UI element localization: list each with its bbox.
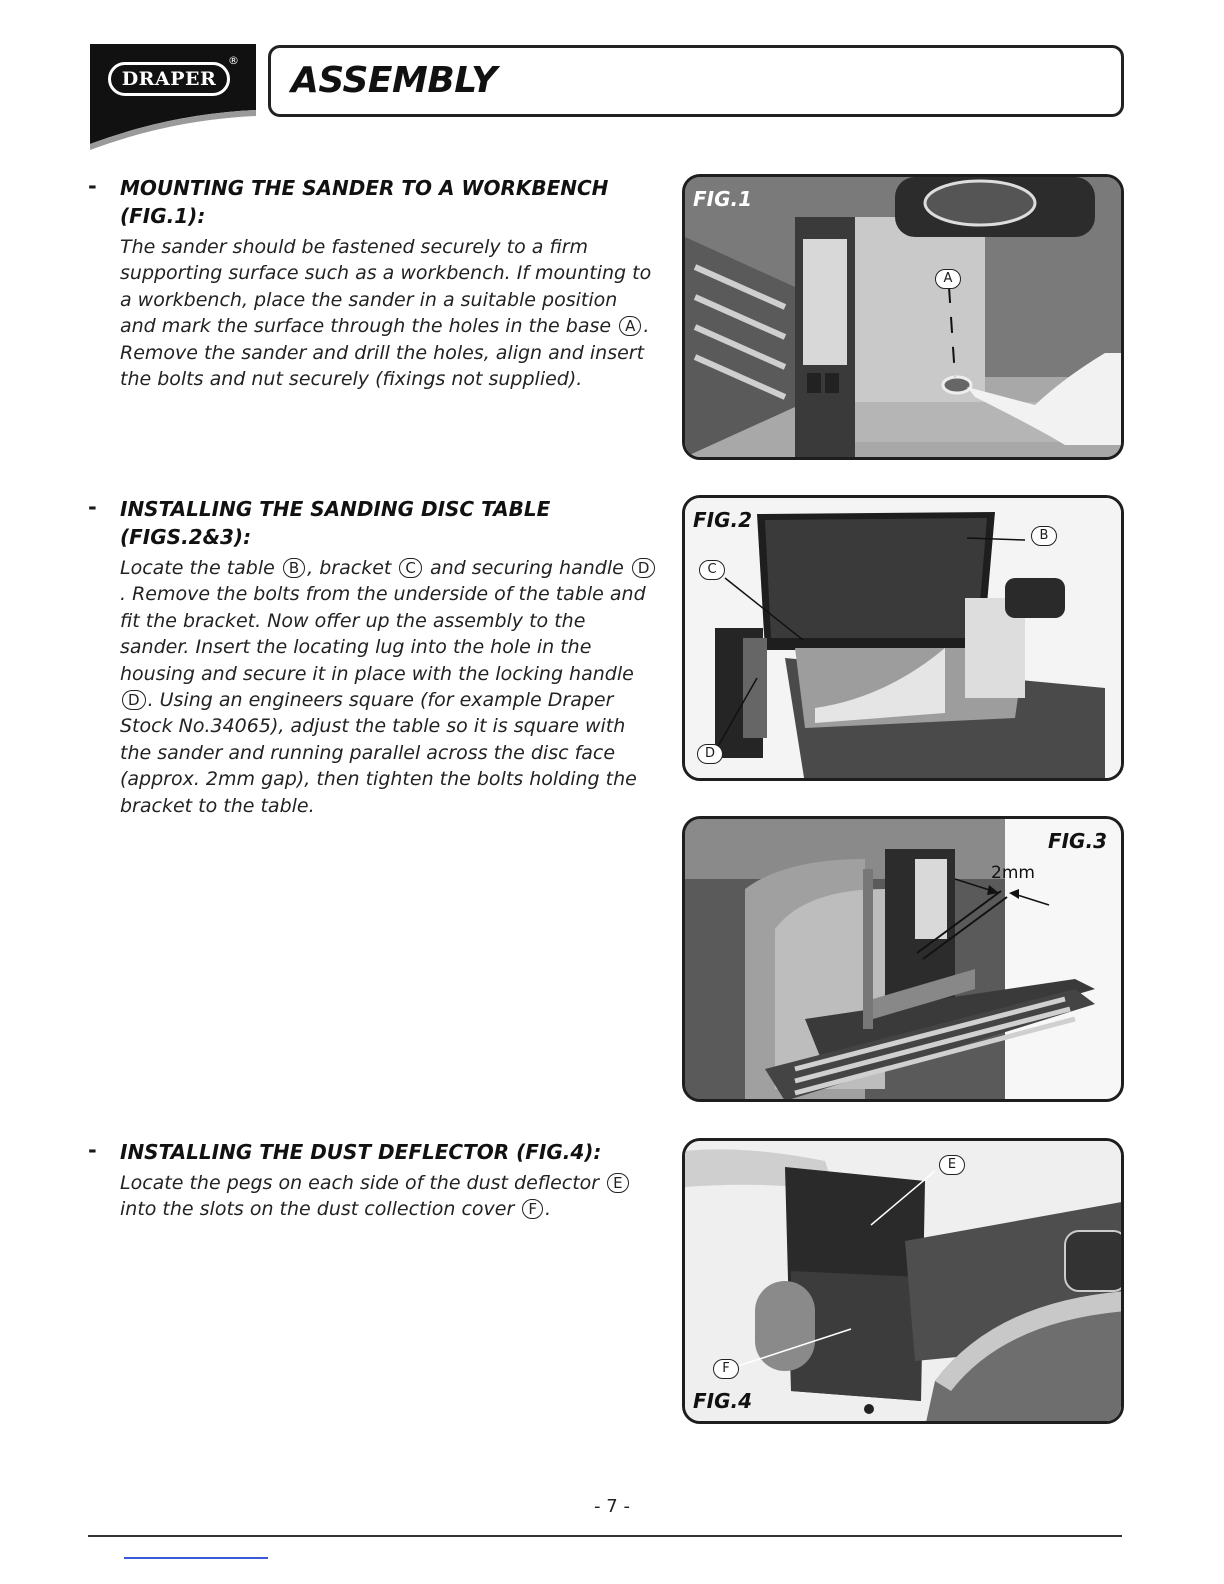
bullet-dash: - (88, 495, 97, 519)
callout-f: F (713, 1359, 739, 1379)
figure-4-photo (685, 1141, 1124, 1424)
figure-1-photo (685, 177, 1124, 460)
page-number: - 7 - (594, 1496, 630, 1517)
section-dust-deflector (88, 1138, 658, 1223)
figure-label: FIG.1 (693, 187, 753, 211)
callout-ref-b: B (283, 558, 305, 578)
section-body: Locate the pegs on each side of the dust deflector E into the slots on the dust collection cover F . (120, 1170, 658, 1223)
figure-1 (682, 174, 1124, 460)
callout-c: C (699, 560, 725, 580)
callout-ref-f: F (522, 1199, 543, 1219)
section-mounting (88, 174, 658, 392)
section-heading: INSTALLING THE DUST DEFLECTOR (FIG.4): (120, 1140, 602, 1164)
page-title: ASSEMBLY (291, 60, 497, 101)
brand-name: DRAPER (108, 62, 230, 96)
callout-ref-d: D (122, 690, 146, 710)
figure-label: FIG.2 (693, 508, 753, 532)
callout-ref-c: C (399, 558, 421, 578)
figure-2-photo (685, 498, 1124, 781)
callout-d: D (697, 744, 723, 764)
bullet-dash: - (88, 174, 97, 198)
bullet-dash: - (88, 1138, 97, 1162)
figure-label: FIG.4 (693, 1389, 753, 1413)
callout-b: B (1031, 526, 1057, 546)
section-body: The sander should be fastened securely to a firm supporting surface such as a workbench. If mounting to a workbench, place the sander in a suitable position and mark the surface through the holes in the base A . Remove the sander and drill the holes, align and insert the bolts and nut securely (fixings not supplied). (120, 236, 652, 391)
callout-ref-d: D (632, 558, 656, 578)
figure-3-photo (685, 819, 1124, 1102)
figure-4 (682, 1138, 1124, 1424)
section-heading: MOUNTING THE SANDER TO A WORKBENCH (FIG.1): (120, 176, 609, 228)
section-heading: INSTALLING THE SANDING DISC TABLE (FIGS.2&3): (120, 497, 551, 549)
callout-ref-e: E (607, 1173, 628, 1193)
section-disc-table (88, 495, 658, 819)
footer-divider (88, 1535, 1122, 1537)
registered-mark: ® (228, 54, 239, 67)
section-body: Locate the table B , bracket C and securing handle D. Remove the bolts from the underside of the table and fit the bracket. Now offer up the assembly to the sander. Insert the locating lug into the hole in the housing and secure it in place with the locking handle D . Using an engineers square (for example Draper Stock No.34065), adjust the table so it is square with the sander and running parallel across the disc face (approx. 2mm gap), then tighten the bolts holding the bracket to the table. (120, 555, 658, 819)
callout-a: A (935, 269, 961, 289)
figure-3 (682, 816, 1124, 1102)
figure-label: FIG.3 (1047, 829, 1107, 853)
brand-logo (90, 44, 256, 150)
footer-link-underline (124, 1557, 268, 1559)
page-title-box (268, 45, 1124, 117)
callout-e: E (939, 1155, 965, 1175)
gap-measure: 2mm (991, 863, 1035, 883)
callout-ref-a: A (619, 316, 641, 336)
figure-2 (682, 495, 1124, 781)
